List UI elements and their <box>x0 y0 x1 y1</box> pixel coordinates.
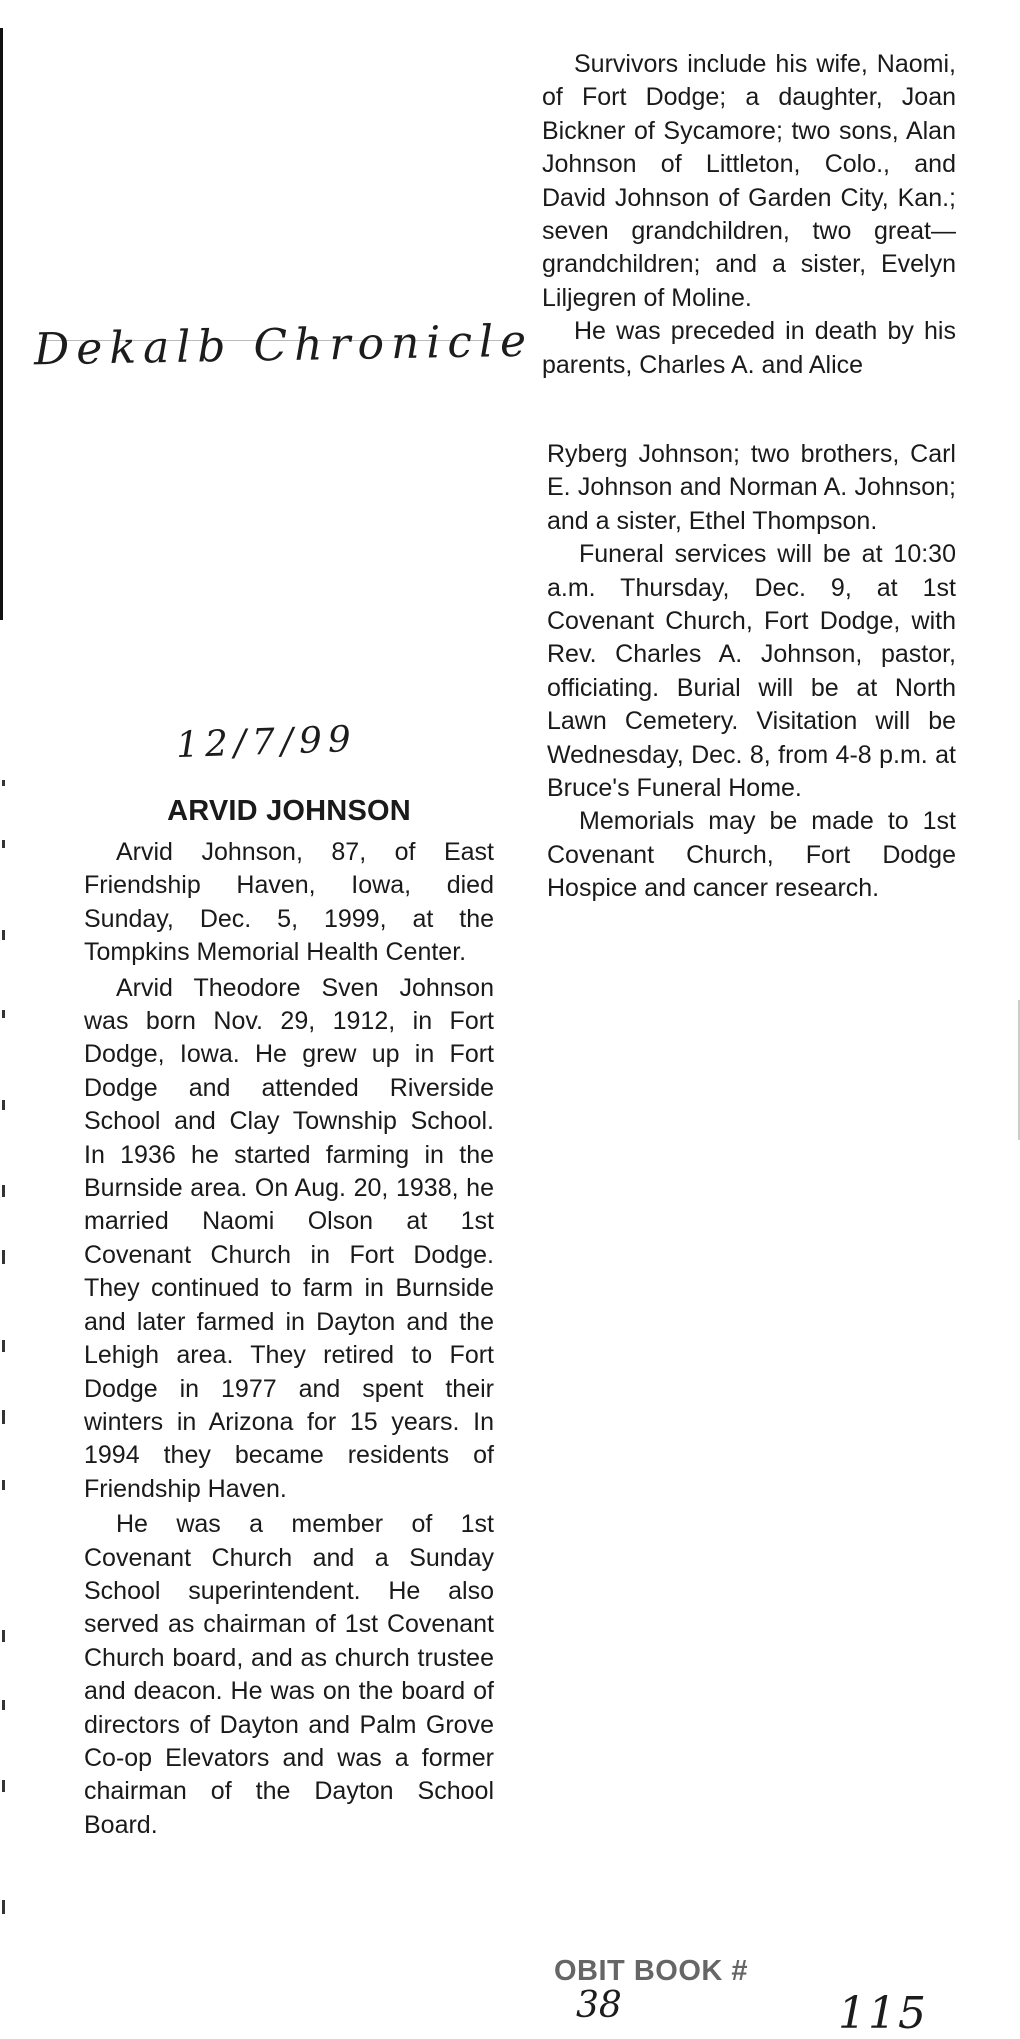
page-number-handwriting: 115 <box>838 1988 928 2039</box>
right-column-top <box>542 48 956 382</box>
paragraph-preceded: He was preceded in death by his parents, Charles A. and Alice <box>542 317 956 379</box>
paragraph-funeral: Funeral services will be at 10:30 a.m. Thursday, Dec. 9, at 1st Covenant Church, Fort Dodge, with Rev. Charles A. Johnson, pastor, officiating. Burial will be at North Lawn Cemetery. Visitation will be Wednesday, Dec. 8, from 4-8 p.m. at Bruce's Funeral Home. <box>547 540 956 803</box>
right-column-bottom <box>547 438 956 906</box>
book-number-handwriting: 38 <box>576 1985 622 2026</box>
paragraph-preceded-cont: Ryberg Johnson; two brothers, Carl E. Johnson and Norman A. Johnson; and a sister, Ethel Thompson. <box>547 440 956 535</box>
source-handwriting: Dekalb Chronicle <box>33 315 534 376</box>
date-handwriting: 12/7/99 <box>175 718 358 767</box>
paragraph-survivors: Survivors include his wife, Naomi, of Fort Dodge; a daughter, Joan Bickner of Sycamore; two sons, Alan Johnson of Littleton, Colo., and David Johnson of Garden City, Kan.; seven grandchildren, two great—grandchildren; and a sister, Evelyn Liljegren of Moline. <box>542 50 956 312</box>
scan-edge-bar <box>0 28 3 620</box>
scan-edge-marks <box>0 780 10 2010</box>
obituary-headline: ARVID JOHNSON <box>167 795 411 827</box>
paragraph-memorials: Memorials may be made to 1st Covenant Church, Fort Dodge Hospice and cancer research. <box>547 807 956 903</box>
paragraph-church-service: He was a member of 1st Covenant Church and a Sunday School superintendent. He also served as chairman of 1st Covenant Church board, and as church trustee and deacon. He was on the board of directors of Dayton and Palm Grove Co-op Elevators and was a former chairman of the Dayton School Board. <box>84 1510 494 1839</box>
paragraph-biography: Arvid Theodore Sven Johnson was born Nov. 29, 1912, in Fort Dodge, Iowa. He grew up in Fort Dodge and attended Riverside School and Clay Township School. In 1936 he started farming in the Burnside area. On Aug. 20, 1938, he married Naomi Olson at 1st Covenant Church in Fort Dodge. They continued to farm in Burnside and later farmed in Dayton and the Lehigh area. They retired to Fort Dodge in 1977 and spent their winters in Arizona for 15 years. In 1994 they became residents of Friendship Haven. <box>84 973 494 1503</box>
obit-book-stamp: OBIT BOOK # <box>554 1955 749 1987</box>
paragraph-death-notice: Arvid Johnson, 87, of East Friendship Haven, Iowa, died Sunday, Dec. 5, 1999, at the Tompkins Memorial Health Center. <box>84 838 494 967</box>
left-column <box>84 836 494 1842</box>
